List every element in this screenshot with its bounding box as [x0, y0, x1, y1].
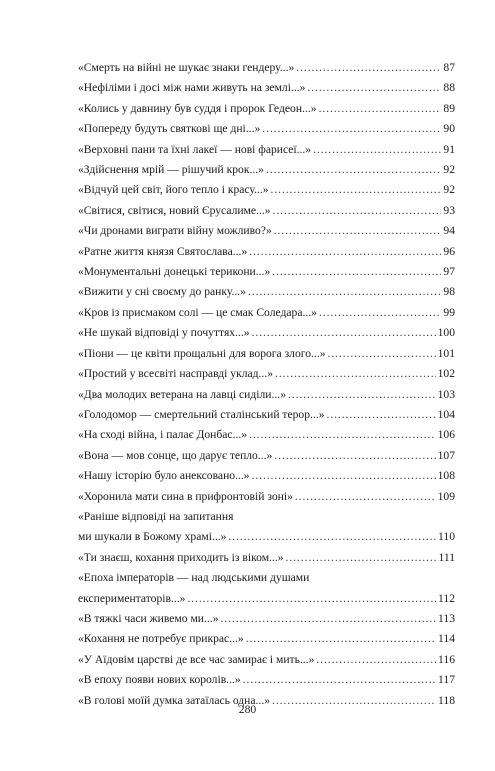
toc-entry-title: «Нашу історію було анексовано...»	[78, 469, 250, 483]
dot-leader	[307, 78, 441, 98]
toc-entry	[78, 344, 455, 364]
dot-leader	[246, 629, 436, 649]
toc-entry-title: «В епоху появи нових королів...»	[78, 673, 241, 687]
toc-entry	[78, 405, 455, 425]
toc-entry	[78, 303, 455, 323]
dot-leader	[273, 201, 442, 221]
toc-entry-page: 103	[437, 387, 455, 401]
toc-entry	[78, 446, 455, 466]
dot-leader	[228, 527, 436, 547]
dot-leader	[272, 262, 441, 282]
toc-entry	[78, 119, 455, 139]
dot-leader	[288, 385, 436, 405]
toc-entry-page: 113	[438, 611, 455, 625]
toc-entry-page: 99	[443, 305, 455, 319]
toc-entry-page: 101	[437, 346, 455, 360]
toc-entry-title: «Ти знаєш, кохання приходить із віком...»	[78, 550, 284, 564]
toc-entry-title: ми шукали в Божому храмі...»	[78, 530, 227, 544]
toc-entry-title: «Два молодих ветерана на лавці сиділи...»	[78, 387, 286, 401]
toc-entry-title: «В голові моїй думка затаїлась одна...»	[78, 693, 271, 707]
toc-entry-title: «Колись у давнину був суддя і пророк Гедеон...»	[78, 101, 317, 115]
dot-leader	[249, 425, 436, 445]
toc-entry-page: 88	[443, 81, 455, 95]
toc-entry	[78, 180, 455, 200]
dot-leader	[296, 58, 441, 78]
toc-entry-page: 97	[443, 265, 455, 279]
dot-leader	[275, 364, 436, 384]
toc-entry-page: 112	[438, 591, 455, 605]
dot-leader	[319, 99, 442, 119]
toc-entry-title: «Світися, світися, новий Єрусалиме...»	[78, 203, 271, 217]
toc-entry	[78, 466, 455, 486]
toc-entry-page: 118	[438, 693, 455, 707]
toc-entry-title: «Ратне життя князя Святослава...»	[78, 244, 248, 258]
dot-leader	[262, 119, 441, 139]
toc-entry-page: 104	[437, 407, 455, 421]
toc-entry	[78, 99, 455, 119]
toc-entry-page: 89	[443, 101, 455, 115]
toc-entry-page: 93	[443, 203, 455, 217]
toc-entry	[78, 487, 455, 507]
dot-leader	[249, 242, 441, 262]
dot-leader	[252, 323, 436, 343]
dot-leader	[295, 487, 436, 507]
toc-entry-title: «Простий у всесвіті насправді уклад...»	[78, 367, 274, 381]
toc-entry	[78, 160, 455, 180]
toc-entry-title: «Піони — це квіти прощальні для ворога злого...»	[78, 346, 326, 360]
toc-entry-page: 102	[437, 367, 455, 381]
toc-entry-title: «Нефіліми і досі між нами живуть на землі...»	[78, 81, 306, 95]
dot-leader	[313, 140, 441, 160]
toc-entry-title: «Не шукай відповіді у почуттях...»	[78, 326, 250, 340]
toc-entry-title: «Здійснення мрій — рішучий крок...»	[78, 163, 264, 177]
toc-entry	[78, 670, 455, 690]
toc-entry	[78, 201, 455, 221]
toc-entry	[78, 609, 455, 629]
toc-entry-page: 98	[443, 285, 455, 299]
toc-entry	[78, 323, 455, 343]
dot-leader	[316, 650, 436, 670]
toc-entry	[78, 527, 455, 547]
toc-entry	[78, 650, 455, 670]
toc-entry	[78, 221, 455, 241]
toc-entry-page: 92	[443, 163, 455, 177]
toc-entry-title: «Відчуй цей світ, його тепло і красу...»	[78, 183, 269, 197]
toc-entry-page: 116	[438, 652, 455, 666]
toc-entry	[78, 589, 455, 609]
toc-entry-page: 110	[438, 530, 455, 544]
page-number: 280	[238, 703, 257, 716]
toc-entry	[78, 262, 455, 282]
toc-entry-title: «Кохання не потребує прикрас...»	[78, 632, 244, 646]
toc-entry-page: 106	[437, 428, 455, 442]
toc-entry-page: 96	[443, 244, 455, 258]
toc-entry-title: «Хоронила мати сина в прифронтовій зоні»	[78, 489, 293, 503]
toc-entry	[78, 140, 455, 160]
toc-entry-title: «В тяжкі часи живемо ми...»	[78, 611, 219, 625]
toc-entry	[78, 548, 455, 568]
dot-leader	[319, 303, 441, 323]
toc-entry-page: 114	[438, 632, 455, 646]
dot-leader	[248, 282, 441, 302]
toc-entry-first-line: «Раніше відповіді на запитання	[78, 509, 234, 523]
toc-entry-page: 94	[443, 224, 455, 238]
toc-entry-page: 90	[443, 122, 455, 136]
toc-entry	[78, 282, 455, 302]
toc-entry	[78, 629, 455, 649]
toc-entry-page: 87	[443, 61, 455, 74]
toc-entry-title: «Вижити у сні своєму до ранку...»	[78, 285, 246, 299]
toc-entry-page: 111	[438, 550, 455, 564]
toc-entry-title: експериментаторів...»	[78, 591, 186, 605]
dot-leader	[286, 548, 437, 568]
toc-entry-title: «Голодомор — смертельний сталінський терор...»	[78, 407, 325, 421]
toc-entry-page: 91	[443, 142, 455, 156]
dot-leader	[327, 405, 436, 425]
table-of-contents	[78, 58, 455, 711]
toc-entry-page: 108	[437, 469, 455, 483]
toc-entry	[78, 58, 455, 78]
dot-leader	[266, 160, 441, 180]
toc-entry-title: «Попереду будуть святкові ще дні...»	[78, 122, 261, 136]
dot-leader	[271, 180, 442, 200]
toc-entry	[78, 78, 455, 98]
toc-entry-page: 100	[437, 326, 455, 340]
toc-entry-title: «Чи дронами виграти війну можливо?»	[78, 224, 272, 238]
toc-entry-page: 109	[437, 489, 455, 503]
dot-leader	[187, 589, 436, 609]
toc-entry	[78, 425, 455, 445]
toc-entry-first-line: «Епоха імператорів — над людськими душами	[78, 571, 310, 585]
toc-entry	[78, 385, 455, 405]
toc-entry	[78, 364, 455, 384]
toc-entry-page: 107	[437, 448, 455, 462]
toc-entry-title: «Кров із присмаком солі — це смак Соледара...»	[78, 305, 317, 319]
dot-leader	[274, 446, 435, 466]
toc-entry-title: «Верховні пани та їхні лакеї — нові фарисеї...»	[78, 142, 312, 156]
toc-entry-title: «На сході війна, і палає Донбас...»	[78, 428, 248, 442]
toc-entry-title: «Монументальні донецькі терикони...»	[78, 265, 271, 279]
dot-leader	[252, 466, 436, 486]
toc-entry	[78, 242, 455, 262]
dot-leader	[243, 670, 436, 690]
toc-entry-title: «Смерть на війні не шукає знаки гендеру...»	[78, 61, 295, 74]
toc-entry-title: «Вона — мов сонце, що дарує тепло...»	[78, 448, 273, 462]
dot-leader	[274, 221, 442, 241]
dot-leader	[328, 344, 436, 364]
toc-entry-title: «У Аїдовім царстві де все час замирає і мить...»	[78, 652, 315, 666]
dot-leader	[221, 609, 437, 629]
toc-entry-page: 92	[443, 183, 455, 197]
toc-entry-page: 117	[438, 673, 455, 687]
